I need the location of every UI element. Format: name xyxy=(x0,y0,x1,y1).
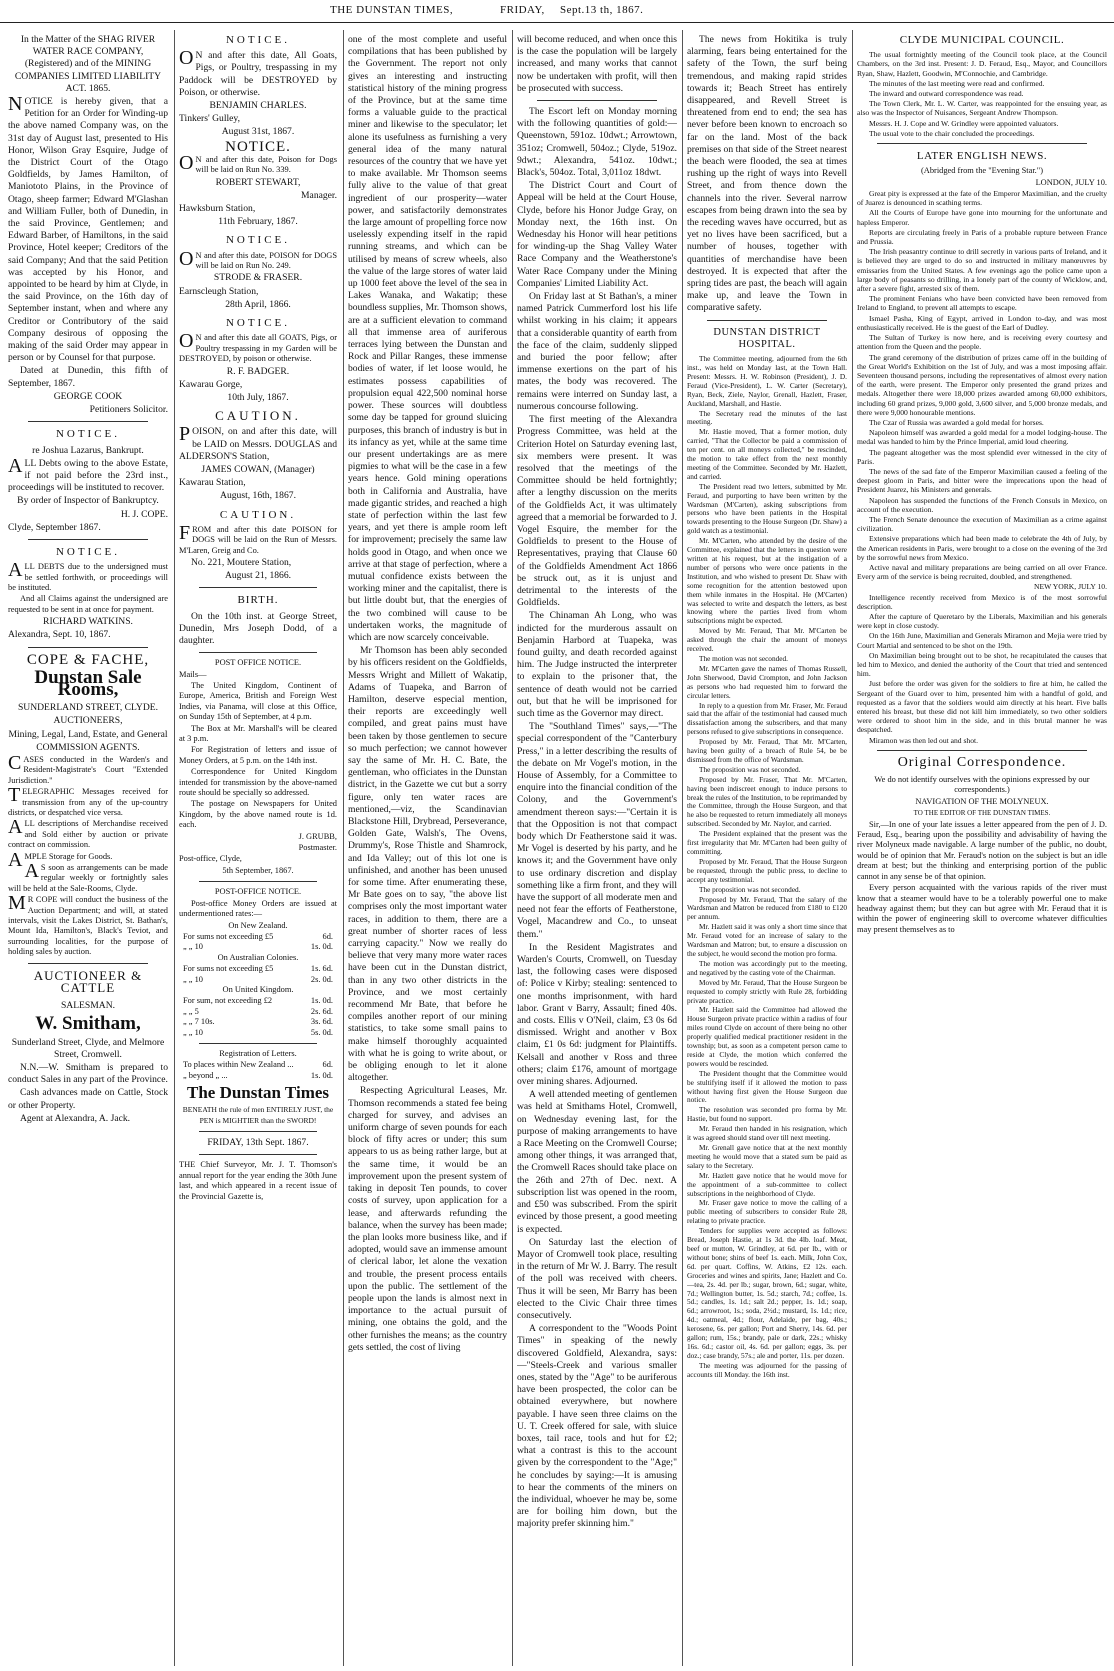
rate-label: For sums not exceeding £5 xyxy=(183,964,274,974)
news-item: The Sultan of Turkey is now here, and is receiving every courtesy and attention from the Queen and the people. xyxy=(857,333,1107,352)
news-item: Napoleon has suspended the functions of the French Consuls in Mexico, on account of the execution. xyxy=(857,495,1107,514)
divider xyxy=(877,750,1087,751)
shag-signature: GEORGE COOK xyxy=(53,390,123,402)
cope-street: SUNDERLAND STREET, CLYDE. xyxy=(17,702,159,714)
column-1 xyxy=(8,34,168,1664)
notice-date: 28th April, 1866. xyxy=(225,298,291,310)
rate-group-heading: On United Kingdom. xyxy=(222,984,294,994)
council-para: Messrs. H. J. Cope and W. Grindley were appointed valuators. xyxy=(869,118,1059,128)
hospital-para: Proposed by Mr. Feraud, That Mr. M'Carten, having been guilty of a breach of Rule 54, be be dismissed from the office of Wardsman. xyxy=(687,737,847,764)
column-rule xyxy=(512,30,513,1666)
council-para: The usual vote to the chair concluded the proceedings. xyxy=(869,128,1035,138)
notice-heading: NOTICE. xyxy=(225,34,291,46)
registration-heading: Registration of Letters. xyxy=(219,1048,297,1058)
news-item: On the 16th June, Maximilian and Generals Miramon and Mejia were tried by Court Martial and sentenced to be shot on the 19th. xyxy=(857,631,1107,650)
rate-row xyxy=(179,942,337,952)
notice-heading: NOTICE. xyxy=(55,428,121,441)
rate-table-au xyxy=(179,964,337,985)
correspondence-para: Sir,—In one of your late issues a letter appeared from the pen of J. D. Feraud, Esq., bearing upon the possibility and advisability of having the river Molyneux made navigable. A large number of the public, no doubt, would be of opinion that Mr. Feraud's notion on the subject is but an idle dream at best; but the thinking and enterprising portion of the public cannot in any sense be of that opinion. xyxy=(857,819,1107,881)
hospital-para: Mr. Hazlett gave notice that he would move for the appointment of a sub-committee to collect subscriptions in the neighborhood of Clyde. xyxy=(687,1170,847,1198)
rate-amount: 1s. 0d. xyxy=(310,942,333,952)
council-para: The minutes of the last meeting were read and confirmed. xyxy=(869,78,1045,88)
hospital-para: The proposition was not seconded. xyxy=(699,884,801,894)
news-item: Reports are circulating freely in Paris of a probable rupture between France and Prussia. xyxy=(857,227,1107,247)
hospital-para: The President thought that the Committee would be stultifying itself if it allowed the motion to pass without having first given the House Surgeon due notice. xyxy=(687,1068,847,1105)
column-3 xyxy=(348,34,507,1664)
notice-body: ON and after this date, POISON for DOGS will be laid on Run No. 249. xyxy=(179,247,337,271)
birth-heading: BIRTH. xyxy=(237,594,279,607)
hospital-para: Tenders for supplies were accepted as follows: Bread, Joseph Hastie, at 1s 3d. the 4lb. loaf. Meat, beef or mutton, W. Grindley, at 6d. per lb., with or without bone; shins of beef 1s. each. Milk, John Cox, 6d. per quart. Coffins, W. Atkins, £2 12s. each. Groceries and wines and spirits, Jane; Hazlett and Co.—tea, 2s. 4d. per lb.; sugar, brown, 6d.; sugar, white, 7d.; Wellington butter, 1s. 5d.; starch, 7d.; coffee, 1s. 5d.; candles, 1s. 1d.; salt 2d.; pepper, 1s. 1d.; soap, 6d.; arrowroot, 1s.; soda, 2½d.; mustard, 1s. 1d.; rice, 4d.; oatmeal, 4d.; flour, Adelaide, per bag, 40s.; kerosene, 6s. per gallon; Port and Sherry, 14s. 6d. per gallon; rum, 15s.; brandy, pale or dark, 22s.; whisky 16s. 6d.; castor oil, 4s. 6d. per gallon; eggs, 3s. per doz.; case brandy, 57s.; ale and porter, 11s. per dozen. xyxy=(687,1226,847,1360)
hospital-para: The President explained that the present was the first irregularity that Mr. M'Carten had been guilty of committing. xyxy=(687,829,847,857)
notice-signature: STRODE & FRASER. xyxy=(213,272,303,284)
news-para: The first meeting of the Alexandra Progress Committee, was held at the Criterion Hotel on Saturday evening last, six members were present. It was resolved that the meetings of the Committee should be held fortnightly; after a lengthy discussion on the merits of the Goldfields Act, it was ultimately agreed that a memorial be forwarded to J. Vogel Esquire, the member for the Goldfields to present to the House of Representatives, praying that Clause 60 of the Goldfields Amendment Act 1866 be struck out, as it is unjust and detrimental to the interests of the Goldfields. xyxy=(517,414,677,609)
rate-amount: 6d. xyxy=(322,1060,333,1070)
post-office-para: Correspondence for United Kingdom intended for transmission by the above-named route should be specially so addressed. xyxy=(179,767,337,798)
post-office-signature: J. GRUBB, xyxy=(298,831,337,841)
rate-row xyxy=(179,964,337,974)
notice-place: Tinkers' Gulley, xyxy=(179,113,240,125)
caution-heading: CAUTION. xyxy=(219,508,297,521)
notice-place: Earnscleugh Station, xyxy=(179,285,259,297)
hospital-para: The resolution was seconded pro forma by Mr. Hastie, but found no support. xyxy=(687,1105,847,1124)
rate-row xyxy=(179,1060,337,1070)
rate-amount: 6d. xyxy=(322,931,333,941)
smitham-heading-2: SALESMAN. xyxy=(60,1000,116,1012)
news-item: Ismael Pasha, King of Egypt, arrived in London to-day, and was most enthusiastically received. He is the guest of the Earl of Dudley. xyxy=(857,313,1107,332)
news-item: Napoleon himself was awarded a gold medal for a model lodging-house. The medal was handed to him by the Prince Imperial, amid loud cheering. xyxy=(857,428,1107,447)
hospital-para: Proposed by Mr. Fraser, That Mr. M'Carten, having been indiscreet enough to induce persons to break the rules of the Institution, to be reprimanded by the Committee, through the House Surgeon, and that he also be requested to return immediately all moneys subscribed. Seconded by Mr. Naylor, and carried. xyxy=(687,774,847,829)
hospital-para: The proposition was not seconded. xyxy=(699,764,801,774)
rate-row xyxy=(179,1071,337,1081)
news-item: The Czar of Russia was awarded a gold medal for horses. xyxy=(869,417,1044,427)
cope-para: TELEGRAPHIC Messages received for transmission from any of the up-country districts, or despatched vice versa. xyxy=(8,784,168,818)
caution-place: Kawarau Station, xyxy=(179,477,246,489)
hospital-para: Moved by Mr. Feraud, That Mr. M'Carten be asked through the chair the amount of moneys received. xyxy=(687,626,847,654)
news-para: In the Resident Magistrates and Warden's Courts, Cromwell, on Tuesday last, the following cases were disposed of: Police v Kirby; stealing: sentenced to one months imprisonment, with hard labor. Grant v Barry, Assault; fined 40s. and costs. Ellis v O'Neil, claim, £3 0s 6d dismissed. Wright and another v Box claim, £1 0s 6d: judgment for Plaintiffs. Kelsall and another v Ross and three others; claim £176, amount of mortgage over mining shares. Adjourned. xyxy=(517,941,677,1088)
rate-amount: 5s. 0d. xyxy=(310,1027,333,1037)
post-office-para: The United Kingdom, Continent of Europe, America, British and Foreign West Indies, via Panama, will close at this Office, on Sunday 15th of September, at 4 p.m. xyxy=(179,680,337,722)
cope-para: CASES conducted in the Warden's and Resident-Magistrate's Court "Extended Jurisdiction." xyxy=(8,751,168,785)
shag-notice-body: NOTICE is hereby given, that a Petition for an Order for Winding-up the above named Company was, on the 31st day of August last, presented to His Honor, Wilson Gray Esquire, Judge of the District Court of the Otago Goldfields, by James Hamilton, of Maniototo Plains, in the Province of Otago, sheep farmer; Edward M'Glashan and William Fuller, both of Dunedin, in the said Province, Gentlemen; and Edward Barber, of Hamiltons, in the said Province, Hotel keeper; Creditors of the said Company; And that the said Petition was accepted by his Honor, and appointed to be heard by him at Clyde, in the said Province, on the 16th day of September instant, when and where any Creditor or Contributory of the said Company desirous of opposing the making of the said Order may appear in person or by Counsel for that purpose. xyxy=(8,93,168,364)
rate-row xyxy=(179,1017,337,1027)
editorial-para: one of the most complete and useful compilations that has been published by the Government. The report not only gives an interesting and instructing statistical history of the mining progress of the Province, but at the same time forms a valuable guide to the practical miner and likewise to the speculator; let alone its usefulness as furnishing a very general idea of the many natural resources of the country that we have yet to make available. Mr Thomson seems fully alive to the value of that great ingredient of our prosperity—water power, and satisfactorily demonstrates the large amount of propelling force now uselessly expending itself in the rapid running streams, and which can be utilised by means of screw wheels, also the value of the large stores of water laid up 1000 feet above the level of the sea in Lakes Wanaka, and Wakatip; these boundless supplies, Mr. Thomson shows, are at a sufficient elevation to command all that immense area of auriferous terraces lying between the Dunstan and Rock and Pillar Ranges, these immense bodies of water, if let loose would, he estimates possess capabilities of propulsion equal 422,500 nominal horse power. These sources will doubtless some day be tapped for ground sluicing purposes, this branch of industry is but in its infancy as yet, while at the same time our present undertakings are as mere pigmies to what will be the case in a few years hence. Gold mining operations both in California and Australia, have made gigantic strides, and reached a high state of perfection within the last few years, and yet there is ample room left for improvement; precisely the same law holds good in Otago, and when once we arrive at that stage of perfection, where a mutual confidence exists between the working miner and the capitalist, there is but little doubt but, that the energies of the two combined will cause to be undertaken works, the magnitude of which are now scarcely conceivable. xyxy=(348,34,507,643)
news-para: The District Court and Court of Appeal will be held at the Court House, Clyde, before his Honor Judge Gray, on Monday next, the 16th inst. On Wednesday his Honor will hear petitions for winding-up the Shag Valley Water Race Company and the Weatherstone's Water Race Company under the Mining Companies' Limited Liability Act. xyxy=(517,180,677,289)
council-para: The usual fortnightly meeting of the Council took place, at the Council Chambers, on the 3rd inst. Present: J. D. Feraud, Esq., Mayor, and Councillors Ryan, Shaw, Hazlett, Goodwin, M'Connochie, and Cambridge. xyxy=(857,50,1107,78)
money-order-intro: Post-office Money Orders are issued at undermentioned rates:— xyxy=(179,898,337,919)
divider xyxy=(199,652,317,653)
cope-para: AS soon as arrangements can be made regular weekly or fortnightly sales will be held at the Sale-Rooms, Clyde. xyxy=(8,860,168,893)
divider xyxy=(199,1154,317,1155)
caution-run: No. 221, Moutere Station, xyxy=(191,556,292,568)
notice-signature: ROBERT STEWART, xyxy=(215,176,301,188)
rate-amount: 2s. 6d. xyxy=(310,1006,333,1016)
hospital-para: The Secretary read the minutes of the last meeting. xyxy=(687,408,847,427)
divider xyxy=(877,143,1087,144)
masthead xyxy=(0,4,1114,23)
council-para: The inward and outward correspondence was read. xyxy=(869,89,1024,99)
divider xyxy=(707,320,827,321)
editorial-date: FRIDAY, 13th Sept. 1867. xyxy=(207,1137,309,1149)
news-item: Miramon was then led out and shot. xyxy=(869,735,979,745)
news-para: A well attended meeting of gentlemen was held at Smithams Hotel, Cromwell, on Wednesday evening last, for the purpose of making arrangements to have a Race Meeting on the Cromwell Course; among other things, it was arranged that, the Cromwell Races should take place on the 26th and 27th of Dec. next. A subscription list was opened in the room, and £50 was subscribed. From the spirit evinced by those present, a good meeting is expected. xyxy=(517,1089,677,1235)
rate-label: For sum, not exceeding £2 xyxy=(183,996,273,1006)
column-4 xyxy=(517,34,677,1664)
news-item: The French Senate denounce the execution of Maximilian as a crime against civilization. xyxy=(857,514,1107,534)
shag-role: Petitioners Solicitor. xyxy=(89,404,168,416)
rate-row xyxy=(179,996,337,1006)
hospital-para: Mr. M'Carten gave the names of Thomas Russell, John Sherwood, David Crompton, and John Jackson as persons who had requested him to forward the circular letters. xyxy=(687,663,847,700)
column-6 xyxy=(857,34,1107,1664)
masthead-day: FRIDAY, xyxy=(500,4,545,16)
hospital-para: Mr. Hazlett said the Committee had allowed the House Surgeon private practice within a radius of four miles round Clyde on account of there being no other properly qualified medical practitioner resident in the township; but, as soon as a competent person came to reside at Clyde, the motion which conferred the powers would be rescinded. xyxy=(687,1005,847,1068)
post-office-role: Postmaster. xyxy=(298,843,337,853)
divider xyxy=(28,421,148,422)
new-york-dateline: NEW YORK, JULY 10. xyxy=(1034,582,1107,592)
notice-heading: NOTICE. xyxy=(225,138,291,155)
rate-amount: 2s. 0d. xyxy=(310,974,333,984)
notice-date: 10th July, 1867. xyxy=(227,391,289,403)
notice-heading: NOTICE. xyxy=(225,234,291,247)
news-item: The grand ceremony of the distribution of prizes came off in the building of the Great World's Exhibition on the 1st of July, and was a most imposing affair. Seventeen thousand persons, including the representatives of almost every nation of the earth, were present. The Emperor only presented the grand prizes and medals. Altogether there were 18,000 prizes awarded among 60,000 exhibitors, including 60 grand prizes, 9,000 gold, 3,600 silver, and 5,000 bronze medals, and there were 9,000 honourable mentions. xyxy=(857,352,1107,417)
news-para: The Chinaman Ah Long, who was indicted for the murderous assault on Benjamin Harbord at Tuapeka, was found guilty, and death recorded against him. The Judge instructed the interpreter to explain to the prisoner that, the sentence of death would not be carried out, but that he will be imprisoned for such time as the Governor may direct. xyxy=(517,610,677,719)
council-heading: CLYDE MUNICIPAL COUNCIL. xyxy=(899,34,1065,46)
birth-body: On the 10th inst. at George Street, Dunedin, Mrs Joseph Dodd, of a daughter. xyxy=(179,610,337,646)
cope-role-3: COMMISSION AGENTS. xyxy=(36,741,140,753)
hospital-para: Mr. Hastie moved, That a former motion, duly carried, "That the Collector be paid a commission of ten per cent. on all moneys collected," be rescinded, the motion to take effect from the next monthly meeting of the Committee. Seconded by Mr. Hazlett, and carried. xyxy=(687,427,847,481)
rate-label: To places within New Zealand ... xyxy=(183,1060,294,1070)
rate-amount: 3s. 6d. xyxy=(310,1017,333,1027)
hospital-para: Proposed by Mr. Feraud, That the House Surgeon be requested, through the public press, to decline to accept any testimonial. xyxy=(687,856,847,884)
notice-signature: BENJAMIN CHARLES. xyxy=(209,100,307,112)
lazarus-re: re Joshua Lazarus, Bankrupt. xyxy=(32,444,144,456)
smitham-address: Sunderland Street, Clyde, and Melmore Street, Cromwell. xyxy=(11,1036,165,1060)
news-para: The Escort left on Monday morning with the following quantities of gold:—Queenstown, 591oz. 10dwt.; Arrowtown, 351oz; Cromwell, 504oz.; Clyde, 519oz. 9dwt.; Alexandra, 541oz. 10dwt.; Black's, 504oz. Total, 3,011oz 18dwt. xyxy=(517,106,677,179)
english-news-heading: LATER ENGLISH NEWS. xyxy=(916,150,1048,163)
correspondence-to: TO THE EDITOR OF THE DUNSTAN TIMES. xyxy=(913,809,1051,818)
notice-role: Manager. xyxy=(301,189,337,201)
smitham-heading: AUCTIONEER & CATTLE xyxy=(33,967,143,995)
rate-amount: 1s. 0d. xyxy=(310,996,333,1006)
council-para: The Town Clerk, Mr. L. W. Carter, was reappointed for the ensuing year, as also was the Inspector of Nuisances, Sergeant Andrew Thompson. xyxy=(857,99,1107,118)
hospital-para: Mr. Fraser gave notice to move the calling of a public meeting of subscribers to consider Rule 28, relating to private practice. xyxy=(687,1198,847,1226)
news-para: will become reduced, and when once this is the case the population will be largely increased, and many works that cannot now be undertaken with profit, will then be prosecuted with success. xyxy=(517,34,677,94)
news-item: On Maximilian being brought out to be shot, he recapitulated the causes that led him to Mexico, and denied the authority of the Court that tried and sentenced him. xyxy=(857,650,1107,679)
watkins-signature: RICHARD WATKINS. xyxy=(43,616,133,628)
hospital-para: The meeting was adjourned for the passing of accounts till Monday. the 16th inst. xyxy=(687,1360,847,1379)
rate-table-nz xyxy=(179,932,337,953)
lazarus-order: By order of Inspector of Bankruptcy. xyxy=(17,495,159,507)
hospital-para: Mr. Hazlett said it was only a short time since that Mr. Feraud voted for an increase of salary to the Wardsman and Matron; but, to ensure a discussion on the subject, he would second the motion pro forma. xyxy=(687,922,847,958)
notice-heading: NOTICE. xyxy=(55,545,121,558)
notice-date: August 31st, 1867. xyxy=(221,126,295,138)
rate-row xyxy=(179,1007,337,1017)
news-item: Active naval and military preparations are being carried on all over France. Every arm of the service is being recruited, doubled, and strengthened. xyxy=(857,562,1107,582)
news-item: Intelligence recently received from Mexico is of the most sorrowful description. xyxy=(857,592,1107,611)
caution-date: August 21, 1866. xyxy=(224,570,292,582)
notice-body: ON and after this date all GOATS, Pigs, or Poultry trespassing in my Garden will be DESTROYED, by poison or otherwise. xyxy=(179,330,337,364)
notice-date: 11th February, 1867. xyxy=(218,216,298,228)
smitham-body-2: Cash advances made on Cattle, Stock or other Property. xyxy=(8,1087,168,1111)
correspondence-note: We do not identify ourselves with the opinions expressed by our correspondents.) xyxy=(874,775,1090,795)
notice-heading: NOTICE. xyxy=(225,317,291,330)
news-para: The "Southland Times" says,—"The special correspondent of the "Canterbury Press," in a letter describing the results of the debate on Mr Vogel's motion, in the House of Assembly, for a Committee to enquire into the financial condition of the Colony, and the Government's amendment thereon says:—"Certain it is that the Opposition is not that compact body which Dr Featherstone said it was. Mr Vogel is deserted by his party, and he knows it; and the Government have only to use ordinary discretion and display something like a firm front, and they will have the support of all moderate men and need not fear the efforts of Featherstone, Vogel, Macandrew and Co., to unseat them." xyxy=(517,721,677,940)
hospital-para: Mr. M'Carten, who attended by the desire of the Committee, explained that the letters in question were written at his request, but at the instigation of a number of persons who were once patients in the Institution, and who wished to present Dr. Shaw with some recognition for the attention bestowed upon them while inmates in the Hospital. He (M'Carten) was selected to write and despatch the letters, as best knowing where the parties lived from whom subscriptions might be expected. xyxy=(687,536,847,626)
news-para: On Friday last at St Bathan's, a miner named Patrick Cummerford lost his life whilst working in his claim; it appears that a considerable quantity of earth from the face of the claim, suddenly slipped and buried the poor fellow; after immense exertions on the part of his mates, the body was recovered. The remains were interred on Sunday last, a numerous concourse following. xyxy=(517,291,677,412)
money-order-heading: POST-OFFICE NOTICE. xyxy=(214,887,302,897)
divider xyxy=(28,539,148,540)
column-rule xyxy=(682,30,683,1666)
divider xyxy=(199,1131,317,1132)
hospital-para: Moved by Mr. Feraud, That the House Surgeon be requested to comply strictly with Rule 28, forbidding private practice. xyxy=(687,977,847,1005)
news-item: Extensive preparations which had been made to celebrate the 4th of July, by the American residents in Paris, were brought to a close on the evening of the 3rd by the sorrowful news from Mexico. xyxy=(857,534,1107,562)
cope-para: ALL descriptions of Merchandise received and Sold either by auction or private contract on commission. xyxy=(8,816,168,850)
rate-table-uk xyxy=(179,996,337,1038)
shag-dated: Dated at Dunedin, this fifth of September, 1867. xyxy=(8,365,168,389)
post-office-para: The postage on Newspapers for United Kingdom, by the above named route is 1d. each. xyxy=(179,799,337,830)
news-para: On Saturday last the election of Mayor of Cromwell took place, resulting in the return of Mr W. J. Barry. The result of the poll was received with cheers. Thus it will be seen, Mr Barry has been elected to the Civic Chair three times consecutively. xyxy=(517,1236,677,1321)
post-office-heading: POST OFFICE NOTICE. xyxy=(214,658,302,668)
caution-body: POISON, on and after this date, will be LAID on Messrs. DOUGLAS and ALDERSON'S Station, xyxy=(179,423,337,462)
post-office-para: For Registration of letters and issue of Money Orders, at 5 p.m. on the 14th inst. xyxy=(179,745,337,765)
cope-para: MR COPE will conduct the business of the Auction Department; and will, at stated intervals, visit the Lakes District, St. Bathan's, Mount Ida, Hamilton's, Black's Teviot, and surrounding localities, for the purpose of holding sales by auction. xyxy=(8,892,168,957)
watkins-body: ALL DEBTS due to the undersigned must be settled forthwith, or proceedings will be instituted. xyxy=(8,559,168,592)
column-2 xyxy=(179,34,337,1664)
caution-heading: CAUTION. xyxy=(215,408,301,424)
news-item: Just before the order was given for the soldiers to fire at him, he called the Sergeant of the Guard over to him, presented him with a handful of gold, and requested as a favor that the soldiers would aim directly at his heart. Five balls entered his breast, but these did not kill him immediately, so two other soldiers were ordered to shoot him in the side, and in this brutal manner he was despatched. xyxy=(857,679,1107,735)
hospital-para: The motion was accordingly put to the meeting, and negatived by the casting vote of the Chairman. xyxy=(687,958,847,977)
masthead-title: THE DUNSTAN TIMES, xyxy=(330,4,454,16)
correspondence-para: Every person acquainted with the various rapids of the river must know that a steamer would have to be a tolerably powerful one to make headway against them; but they can but agree with Mr. Feraud that it is within the power of engineering skill to overcome whatever difficulties may present themselves as to xyxy=(857,883,1107,934)
cope-para: AMPLE Storage for Goods. xyxy=(8,848,113,871)
divider xyxy=(199,881,317,882)
smitham-agent: Agent at Alexandra, A. Jack. xyxy=(20,1112,131,1124)
hospital-para: Proposed by Mr. Feraud, That the salary of the Wardsman and Matron be reduced from £180 to £120 per annum. xyxy=(687,894,847,922)
rate-label: „ „ 7 10s. xyxy=(183,1017,215,1027)
divider xyxy=(199,587,317,588)
notice-place: Hawksburn Station, xyxy=(179,203,256,215)
newspaper-motto: BENEATH the rule of men ENTIRELY JUST, the PEN is MIGHTIER than the SWORD! xyxy=(182,1105,334,1125)
divider xyxy=(28,963,148,964)
smitham-body: N.N.—W. Smitham is prepared to conduct Sales in any part of the Province. xyxy=(8,1061,168,1086)
hospital-heading: DUNSTAN DISTRICT HOSPITAL. xyxy=(713,326,821,350)
hokitika-para: The news from Hokitika is truly alarming, fears being entertained for the safety of the Town, the surf being tremendous, and making rapid strides towards it; Beach Street has entirely disappeared, and Revell Street is threatened from end to end; the sea has never before been known to encroach so far on the land. Most of the back premises on that side of the Street nearest the beach were flooded, the sea at times rushing up the right of ways into Revell Street, and from thence down the channels into the river. Several narrow escapes from being drawn into the sea by the receding waves have occurred, but as yet no lives have been sacrificed, but a number of houses, together with quantities of merchandise have been destroyed. It is expected that after the spring tides are past, the beach will again make up, and leave the Town in comparative safety. xyxy=(687,34,847,314)
news-item: The pageant altogether was the most splendid ever witnessed in the city of Paris. xyxy=(857,447,1107,466)
news-item: The news of the sad fate of the Emperor Maximilian caused a feeling of the deepest gloom in Paris, and bitter were the imprecations upon the head of President Juarez, his Ministers and generals. xyxy=(857,466,1107,495)
rate-group-heading: On Australian Colonies. xyxy=(217,952,299,962)
rate-group-heading: On New Zealand. xyxy=(228,920,288,930)
rate-row xyxy=(179,932,337,942)
editorial-para: Mr Thomson has been ably seconded by his officers resident on the Goldfields, Messrs Wright and Millett of Wakatip, Adams of Tuapeka, and Barron of Hamilton, deserve especial mention, their reports are exceedingly well compiled, and great pains must have been taken by those gentlemen to secure so much perfection; we cannot however say the same of Mr. H. C. Bate, the gentleman, who officiates in the Dunstan district, in the Gazette we cut but a sorry figure, only ten water races are mentioned,—viz, the Scandinavian Blackstone Hill, Drybread, Perseverance, Golden Gate, Walsh's, The Ovens, Drummy's, Rose Thistle and Shamrock, and Ida Valley; out of this lot one is unfinished, and another has been unused for some time. After enumerating these, Mr Bate goes on to say, "the above list comprises only the most important water races, in addition to them, there are a great number of shorter races of less carrying capacity." Now we really do believe that very many more water races have been cut in the Dunstan district, than in any two other districts in the Province, and we most certainly recommend Mr Bate, that before he compiles another report of our mining statistics, to take some small pains to make himself thoroughly acquainted with what he is going to write about, or be obliging enough to let it alone altogether. xyxy=(348,645,507,1084)
hospital-para: The motion was not seconded. xyxy=(699,653,788,663)
lazarus-body: ALL Debts owing to the above Estate, if not paid before the 23rd inst., proceedings will be instituted to recover. xyxy=(8,454,168,494)
lazarus-date: Clyde, September 1867. xyxy=(8,521,101,533)
shag-heading: In the Matter of the SHAG RIVER WATER RACE COMPANY, (Registered) and of the MINING COMPANIES LIMITED LIABILITY ACT. 1865. xyxy=(14,34,162,94)
post-office-place: Post-office, Clyde, xyxy=(179,854,242,864)
cope-firm: COPE & FACHE, xyxy=(26,651,150,668)
column-rule xyxy=(852,30,853,1666)
lazarus-signature: H. J. COPE. xyxy=(120,508,168,520)
divider xyxy=(199,1043,317,1044)
rate-label: „ „ 10 xyxy=(183,942,203,952)
post-office-date: 5th September, 1867. xyxy=(222,865,294,875)
correspondence-heading: Original Correspondence. xyxy=(897,754,1067,770)
divider xyxy=(537,100,657,101)
notice-signature: R. F. BADGER. xyxy=(226,365,290,377)
hospital-para: Mr. Feraud then handed in his resignation, which it was agreed should stand over till next meeting. xyxy=(687,1124,847,1143)
post-office-para: The Box at Mr. Marshall's will be cleared at 3 p.m. xyxy=(179,723,337,744)
correspondence-title: NAVIGATION OF THE MOLYNEUX. xyxy=(915,796,1049,806)
watkins-date: Alexandra, Sept. 10, 1867. xyxy=(8,629,111,641)
cope-role-1: AUCTIONEERS, xyxy=(53,715,123,727)
column-5 xyxy=(687,34,847,1664)
news-item: The Irish peasantry continue to drill secretly in various parts of Ireland, and it is believed they are urged to do so and instructed in military manœuvres by emissaries from the United States. A few evenings ago the police came upon a large body of peasants so drilling, in a lonely part of the county of Wicklow, and, after a severe fight, arrested six of them. xyxy=(857,247,1107,294)
divider xyxy=(28,647,148,648)
watkins-body-2: And all Claims against the undersigned are requested to be sent in at once for payment. xyxy=(8,594,168,614)
caution-body: FROM and after this date POISON for DOGS will be laid on the Run of Messrs. M'Laren, Greig and Co. xyxy=(179,521,337,555)
news-para: A correspondent to the "Woods Point Times" in speaking of the newly discovered Goldfield, Alexandra, says:—"Steels-Creek and various smaller ones, stated by the "Age" to be auriferous have been prospected, the color can be obtained everywhere, but nowhere payable. I have seen three claims on the U. T. Creek offered for sale, with sluice boxes, tail race, tools and hut for £2; what a contrast is this to the account given by the correspondent to the "Age;" he concludes by saying:—It is amusing to hear the comments of the miners on the individual, whoever he may be, some are for boiling him down, but the majority prefer skinning him." xyxy=(517,1323,677,1530)
editorial-para: Respecting Agricultural Leases, Mr. Thomson recommends a stated fee being charged for survey, and advises an uniform charge of seven pounds for each block of fifty acres or under; this sum appears to us as being rather large, but at the same time, it would be an improvement upon the present system of taking in deposit Ten pounds, to cover costs of survey, upon application for a lease, and afterwards refunding the balance, when the survey has been made; the plan looks more business like, and if adopted, would save an immense amount of clerical labor, let alone the vexation and trouble, the present process entails upon the public. The settlement of the people upon the lands is almost next in importance to the actual pursuit of mining, one obtains the gold, and the other furnishes the means; as the country gets settled, the cost of living xyxy=(348,1085,507,1353)
rate-row xyxy=(179,1028,337,1038)
column-rule xyxy=(343,30,344,1666)
caution-date: August, 16th, 1867. xyxy=(220,490,296,502)
hospital-para: The Committee meeting, adjourned from the 6th inst., was held on Monday last, at the Town Hall. Present: Messrs. H. W. Robinson (President), J. D. Feraud (Vice-President), L. W. Carter (Secretary), Ryan, Beck, Ziele, Naylor, Grenall, Hazlett, Fraser, Auckland, Marshall, and Hastie. xyxy=(687,354,847,408)
news-item: Great pity is expressed at the fate of the Emperor Maximilian, and the cruelty of Juarez is denounced in scathing terms. xyxy=(857,189,1107,208)
english-news-dateline: LONDON, JULY 10. xyxy=(1035,177,1107,187)
newspaper-title: The Dunstan Times xyxy=(186,1083,330,1103)
hospital-para: In reply to a question from Mr. Fraser, Mr. Feraud said that the affair of the testimonial had caused much dissatisfaction among the subscribers, and that many persons refused to give subscriptions in consequence. xyxy=(687,700,847,737)
notice-place: Kawarau Gorge, xyxy=(179,378,243,390)
post-office-mails: Mails— xyxy=(179,669,207,679)
rate-table-registration xyxy=(179,1060,337,1081)
news-item: All the Courts of Europe have gone into mourning for the unfortunate and hapless Emperor. xyxy=(857,208,1107,227)
notice-body: ON and after this date, All Goats, Pigs, or Poultry, trespassing in my Paddock will be DESTROYED by Poison, or otherwise. xyxy=(179,47,337,98)
hospital-para: The President read two letters, submitted by Mr. Feraud, and purporting to have been written by the Wardsman (M'Carten), asking subscriptions from persons who have been patients in the Hospital towards presenting to the House Surgeon (Dr. Shaw) a gold watch as a testimonial. xyxy=(687,481,847,536)
rate-label: „ „ 10 xyxy=(183,1027,203,1037)
news-item: After the capture of Queretaro by the Liberals, Maximilian and his generals were kept in close custody. xyxy=(857,611,1107,631)
news-item: The prominent Fenians who have been convicted have been removed from Ireland to England, to prevent all attempts to escape. xyxy=(857,294,1107,313)
smitham-name: W. Smitham, xyxy=(35,1013,141,1035)
rate-amount: 1s. 6d. xyxy=(310,964,333,974)
cope-rooms: Dunstan Sale Rooms, xyxy=(34,666,142,700)
rate-amount: 1s. 0d. xyxy=(310,1070,333,1080)
caution-signature: JAMES COWAN, (Manager) xyxy=(201,463,315,475)
notice-body: ON and after this date, Poison for Dogs will be laid on Run No. 339. xyxy=(179,151,337,175)
rate-label: „ „ 5 xyxy=(183,1006,199,1016)
rate-label: „ „ 10 xyxy=(183,974,203,984)
english-news-source: (Abridged from the "Evening Star.") xyxy=(921,166,1043,176)
masthead-date: Sept.13 th, 1867. xyxy=(560,4,644,16)
hospital-para: Mr. Grenall gave notice that at the next monthly meeting he would move that a stated sum be paid as salary to the Secretary. xyxy=(687,1143,847,1170)
rate-label: For sums not exceeding £5 xyxy=(183,931,274,941)
cope-role-2: Mining, Legal, Land, Estate, and General xyxy=(8,728,168,740)
rate-label: „ beyond „ ... xyxy=(183,1070,228,1080)
column-rule xyxy=(174,30,175,1666)
rate-row xyxy=(179,975,337,985)
editorial-body: THE Chief Surveyor, Mr. J. T. Thomson's annual report for the year ending the 30th June last, and which appeared in a recent issue of the Provincial Gazette is, xyxy=(179,1160,337,1201)
